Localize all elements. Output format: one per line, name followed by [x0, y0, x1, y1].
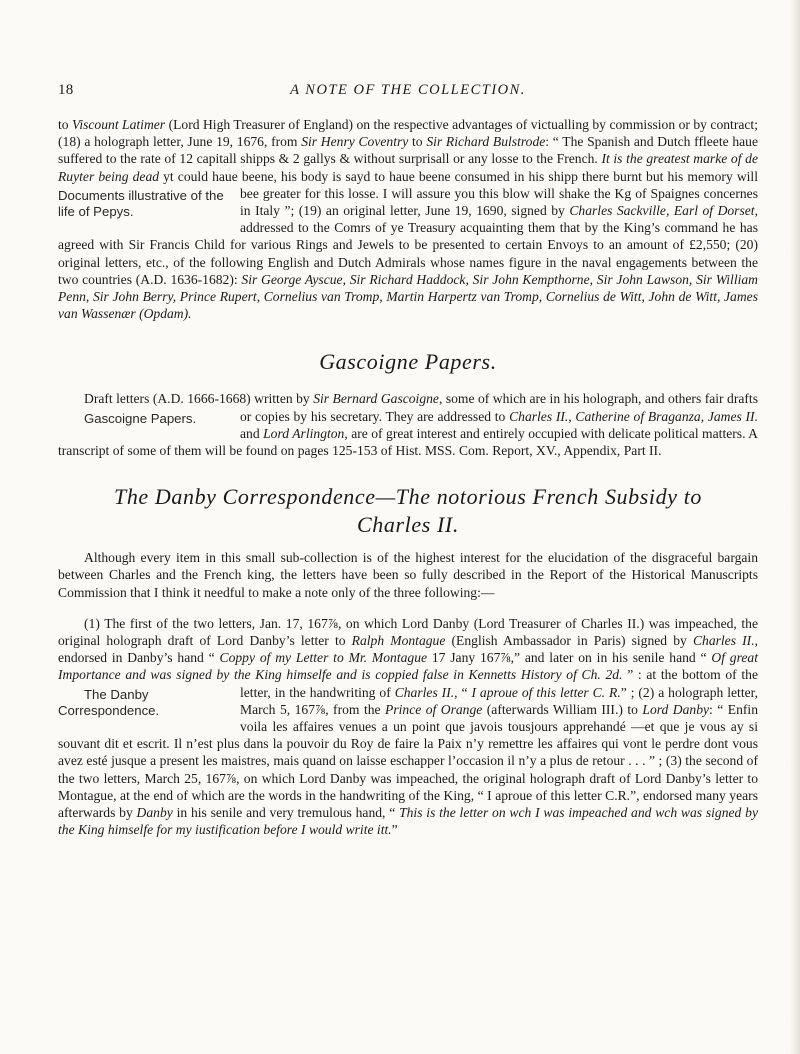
running-head	[58, 82, 758, 102]
royal-approval: I aproue of this letter C. R.	[471, 684, 621, 700]
text: , addressed to the Comrs of ye Treasury acquainting them that by the King’s command he has agreed with Sir Francis Child for various Rings and Jewels to be presented to certain Envoys to an amount of £2,550; (20) original letters, etc., of the following English and Dutch Admirals whose names figure in the naval engagements between the two countries (A.D. 1636-1682):	[58, 203, 758, 287]
person-name: Lord Arlington	[263, 425, 345, 441]
side-note-pepys: Documents illustrative of the life of Pepys.	[58, 187, 224, 219]
text: , endorsed in Danby’s hand “	[58, 633, 758, 666]
paragraph-danby-letters	[58, 615, 758, 839]
text: (English Ambassador in Paris) signed by	[445, 633, 693, 649]
text: (1) The first of the two letters, Jan. 17, 167⅞, on which Lord Danby (Lord Treasurer of Charles II.) was impeached, the original holograph draft of Lord Danby’s letter to	[58, 615, 758, 649]
person-name: Charles II.	[394, 684, 455, 700]
person-name: Prince of Orange	[385, 701, 483, 717]
person-name: Ralph Montague	[351, 633, 446, 649]
running-title: A NOTE OF THE COLLECTION.	[290, 82, 526, 98]
person-name: Danby	[136, 805, 173, 821]
paragraph-gascoigne	[58, 390, 758, 459]
person-name: Sir Bernard Gascoigne	[313, 391, 439, 407]
page-edge-shadow	[790, 0, 800, 1054]
text: , “	[454, 684, 472, 700]
body-text	[58, 116, 758, 839]
text: in his senile and very tremulous hand, “	[172, 805, 400, 821]
text: 17 Jany 167⅞,” and later on in his senile hand “	[427, 650, 712, 666]
text: : “ Enfin voila les affaires venues a un point que javois tousjours apprehandé —et que je vous ay si souvant dit et escrit. Il n’est plus dans la pouvoir du Roy de faire la Paix n’y remettre les affaires qui vont le perdre dont vous avez esté jusque a present les maistres, mais quand on laisse eschapper l’occasion il n’y a plus de retour . . . ” ; (3) the second of the two letters, March 25, 167⅞, on which Lord Danby was impeached, the original holograph draft of Lord Danby’s letter to Montague, at the end of which are the words in the handwriting of the King, “ I aproue of this letter C.R.”, endorsed many years afterwards by	[58, 701, 758, 821]
text: , some of which are in his holograph, and others fair drafts or copies by his secretary. They are addressed to	[240, 391, 758, 424]
endorsement: Coppy of my Letter to Mr. Montague	[219, 650, 428, 666]
section-heading-gascoigne: Gascoigne Papers.	[319, 349, 497, 375]
section-heading-danby	[58, 483, 758, 539]
text: (Lord High Treasurer of England) on the respective advantages of victualling by commission or by contract; (18) a holograph letter, June 19, 1676, from	[58, 117, 758, 150]
person-names: Charles II., Catherine of Braganza, James II.	[509, 408, 758, 424]
side-note-gascoigne: Gascoigne Papers.	[84, 410, 197, 426]
paragraph-danby-intro: Although every item in this small sub-collection is of the highest interest for the elucidation of the disgraceful bargain between Charles and the French king, the letters have been so fully described in the Report of the Historical Manuscripts Commission that I think it needful to make a note only of the three following:—	[58, 550, 758, 600]
person-name: Viscount Latimer	[72, 117, 166, 132]
person-name: Lord Danby	[642, 701, 710, 717]
person-name: Charles II.	[692, 633, 755, 649]
text: to	[408, 134, 427, 150]
section-heading-danby-line2: Charles II.	[357, 512, 459, 538]
text: , are of great interest and entirely occupied with delicate political matters. A transcript of some of them will be found on pages 125-153 of Hist. MSS. Com. Report, XV., Appendix, Part II.	[58, 425, 758, 459]
endorsement: Of great Importance and was signed by the King himselfe and is coppied false in Kennetts History of Ch. 2d.	[58, 650, 758, 683]
text: Draft letters (A.D. 1666-1668) written by	[84, 391, 314, 407]
quotation: yt could haue beene, his body is sayd to haue beene consumed in his shipp there burnt but his memory	[159, 168, 737, 184]
section-heading-danby-line1: The Danby Correspondence—The notorious French Subsidy to	[113, 484, 703, 510]
page-number: 18	[58, 82, 74, 98]
paragraph-pepys-documents	[58, 116, 758, 322]
text: and	[240, 425, 264, 441]
text: (afterwards William III.) to	[482, 701, 643, 717]
endorsement: This is the letter on wch I was impeached and wch was signed by the King himselfe for my iustification before I would write itt.	[58, 805, 758, 838]
quotation: : “ The Spanish and Dutch ffleete haue suffered to the rate of 12 capitall shipps & 2 gallys & without surprisall or any losse to the French.	[58, 134, 759, 167]
text: ”	[391, 822, 398, 838]
person-name: Sir Richard Bulstrode	[426, 134, 546, 150]
quotation-emphasis: It is the greatest marke of de Ruyter being dead	[58, 151, 758, 184]
text: ” ; (2) a holograph letter, March 5, 167⅞, from the	[240, 684, 759, 717]
text: ” : at the bottom of the letter, in the handwriting of	[240, 667, 758, 700]
admiral-names: Sir George Ayscue, Sir Richard Haddock, Sir John Kempthorne, Sir John Lawson, Sir William Penn, Sir John Berry, Prince Rupert, Cornelius van Tromp, Martin Harpertz van Tromp, Cornelius de Witt, John de Witt, James van Wassenær (Opdam).	[58, 271, 758, 322]
person-name: Sir Henry Coventry	[301, 134, 409, 150]
person-name: Charles Sackville, Earl of Dorset	[569, 203, 755, 219]
text: to	[58, 117, 73, 132]
text: will bee greater for this losse. I will assure you this blow will shake the Kg of Spaignes concernes in Italy ”; (19) an original letter, June 19, 1690, signed by	[240, 168, 758, 219]
side-note-danby: The Danby Correspondence.	[58, 686, 160, 718]
